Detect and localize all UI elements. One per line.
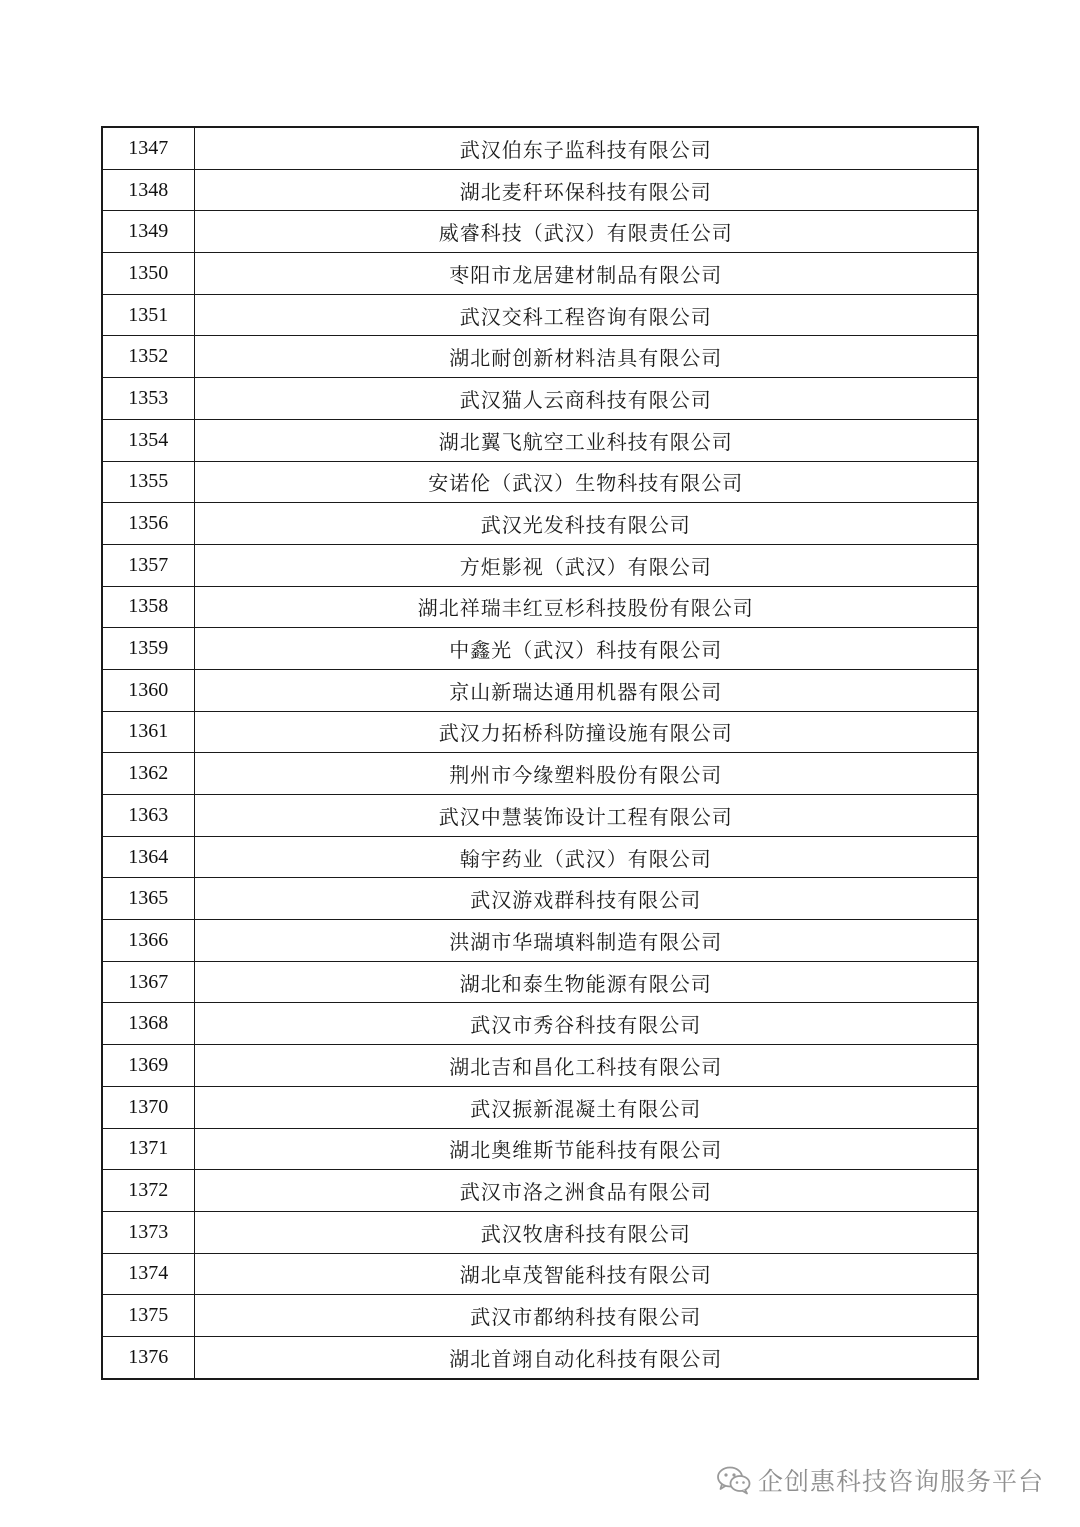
- company-name: 方炬影视（武汉）有限公司: [194, 544, 978, 586]
- row-number: 1374: [102, 1253, 194, 1295]
- table-row: [102, 795, 978, 837]
- company-name: 武汉游戏群科技有限公司: [194, 878, 978, 920]
- table-row: [102, 920, 978, 962]
- table-row: [102, 836, 978, 878]
- company-name: 湖北翼飞航空工业科技有限公司: [194, 419, 978, 461]
- row-number: 1356: [102, 503, 194, 545]
- table-row: [102, 586, 978, 628]
- company-name: 京山新瑞达通用机器有限公司: [194, 669, 978, 711]
- row-number: 1361: [102, 711, 194, 753]
- row-number: 1373: [102, 1211, 194, 1253]
- row-number: 1359: [102, 628, 194, 670]
- table-row: [102, 711, 978, 753]
- company-name: 荆州市今缘塑料股份有限公司: [194, 753, 978, 795]
- table-row: [102, 669, 978, 711]
- company-name: 武汉市秀谷科技有限公司: [194, 1003, 978, 1045]
- row-number: 1349: [102, 211, 194, 253]
- row-number: 1376: [102, 1336, 194, 1378]
- table-row: [102, 544, 978, 586]
- company-name: 武汉中慧装饰设计工程有限公司: [194, 795, 978, 837]
- company-name: 武汉牧唐科技有限公司: [194, 1211, 978, 1253]
- company-name: 威睿科技（武汉）有限责任公司: [194, 211, 978, 253]
- table-row: [102, 211, 978, 253]
- company-name: 湖北奥维斯节能科技有限公司: [194, 1128, 978, 1170]
- table-row: [102, 503, 978, 545]
- table-row: [102, 461, 978, 503]
- company-name: 武汉力拓桥科防撞设施有限公司: [194, 711, 978, 753]
- wechat-icon: [716, 1465, 752, 1495]
- row-number: 1347: [102, 127, 194, 169]
- company-name: 武汉交科工程咨询有限公司: [194, 294, 978, 336]
- row-number: 1364: [102, 836, 194, 878]
- table-row: [102, 1253, 978, 1295]
- row-number: 1353: [102, 378, 194, 420]
- row-number: 1365: [102, 878, 194, 920]
- row-number: 1351: [102, 294, 194, 336]
- table-row: [102, 127, 978, 169]
- row-number: 1367: [102, 961, 194, 1003]
- row-number: 1375: [102, 1295, 194, 1337]
- table-row: [102, 1003, 978, 1045]
- row-number: 1348: [102, 169, 194, 211]
- company-name: 翰宇药业（武汉）有限公司: [194, 836, 978, 878]
- company-name: 武汉伯东子监科技有限公司: [194, 127, 978, 169]
- company-name: 湖北祥瑞丰红豆杉科技股份有限公司: [194, 586, 978, 628]
- table-row: [102, 1336, 978, 1378]
- company-name: 湖北麦秆环保科技有限公司: [194, 169, 978, 211]
- table-row: [102, 961, 978, 1003]
- row-number: 1372: [102, 1170, 194, 1212]
- row-number: 1360: [102, 669, 194, 711]
- row-number: 1350: [102, 253, 194, 295]
- company-list-body: [102, 127, 978, 1379]
- row-number: 1354: [102, 419, 194, 461]
- company-name: 武汉光发科技有限公司: [194, 503, 978, 545]
- row-number: 1371: [102, 1128, 194, 1170]
- company-name: 武汉市都纳科技有限公司: [194, 1295, 978, 1337]
- table-row: [102, 1211, 978, 1253]
- table-row: [102, 294, 978, 336]
- row-number: 1369: [102, 1045, 194, 1087]
- row-number: 1362: [102, 753, 194, 795]
- row-number: 1368: [102, 1003, 194, 1045]
- table-row: [102, 253, 978, 295]
- company-name: 湖北首翊自动化科技有限公司: [194, 1336, 978, 1378]
- row-number: 1355: [102, 461, 194, 503]
- table-row: [102, 878, 978, 920]
- row-number: 1352: [102, 336, 194, 378]
- company-name: 武汉猫人云商科技有限公司: [194, 378, 978, 420]
- row-number: 1358: [102, 586, 194, 628]
- row-number: 1363: [102, 795, 194, 837]
- table-row: [102, 1128, 978, 1170]
- table-row: [102, 169, 978, 211]
- table-row: [102, 628, 978, 670]
- company-name: 湖北卓茂智能科技有限公司: [194, 1253, 978, 1295]
- table-row: [102, 753, 978, 795]
- company-name: 洪湖市华瑞填料制造有限公司: [194, 920, 978, 962]
- table-row: [102, 1170, 978, 1212]
- company-name: 中鑫光（武汉）科技有限公司: [194, 628, 978, 670]
- company-name: 武汉市洛之洲食品有限公司: [194, 1170, 978, 1212]
- company-name: 武汉振新混凝土有限公司: [194, 1086, 978, 1128]
- table-row: [102, 336, 978, 378]
- table-row: [102, 419, 978, 461]
- table-row: [102, 378, 978, 420]
- table-row: [102, 1295, 978, 1337]
- company-name: 枣阳市龙居建材制品有限公司: [194, 253, 978, 295]
- company-name: 湖北吉和昌化工科技有限公司: [194, 1045, 978, 1087]
- company-name: 湖北耐创新材料洁具有限公司: [194, 336, 978, 378]
- company-name: 安诺伦（武汉）生物科技有限公司: [194, 461, 978, 503]
- table-row: [102, 1045, 978, 1087]
- company-list-table: [101, 126, 979, 1380]
- row-number: 1357: [102, 544, 194, 586]
- table-row: [102, 1086, 978, 1128]
- watermark: [716, 1460, 1044, 1500]
- row-number: 1370: [102, 1086, 194, 1128]
- row-number: 1366: [102, 920, 194, 962]
- watermark-text: 企创惠科技咨询服务平台: [757, 1467, 1044, 1496]
- company-name: 湖北和泰生物能源有限公司: [194, 961, 978, 1003]
